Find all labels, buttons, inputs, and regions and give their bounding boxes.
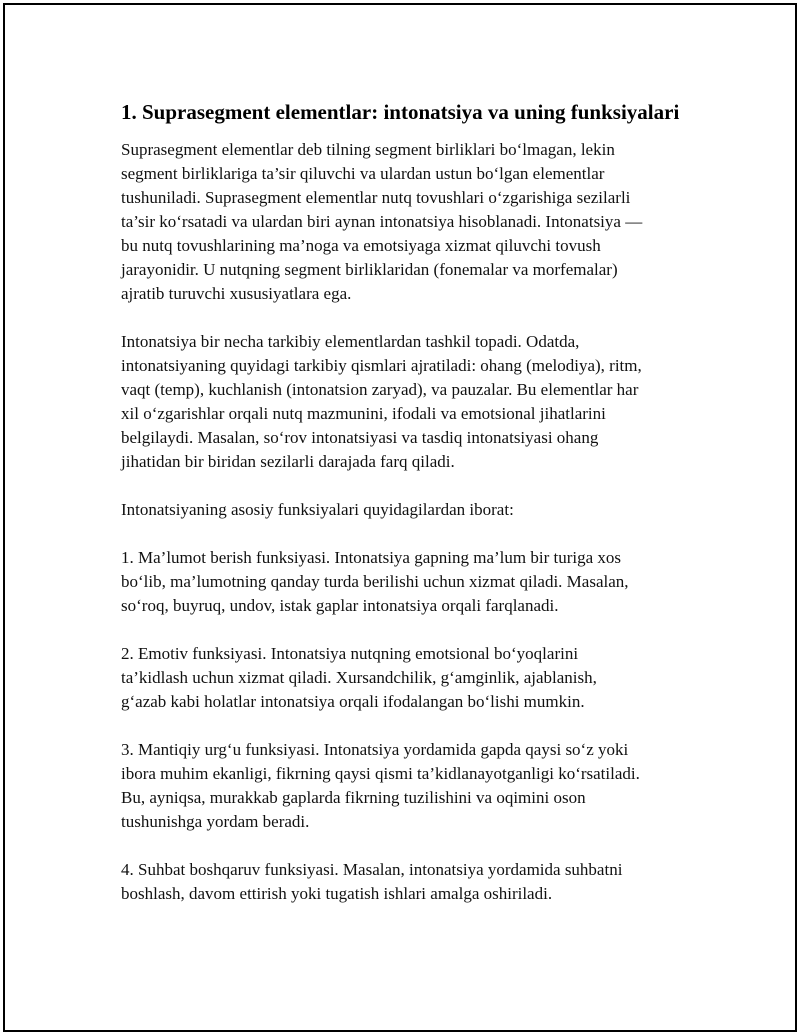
document-body (121, 98, 721, 930)
paragraph-function-3: 3. Mantiqiy urg‘u funksiyasi. Intonatsiya yordamida gapda qaysi so‘z yoki ibora muhim ekanligi, fikrning qaysi qismi ta’kidlanayotganligi ko‘rsatiladi. Bu, ayniqsa, murakkab gaplarda fikrning tuzilishini va oqimini oson tushunishga yordam beradi. (121, 740, 640, 831)
paragraph-function-4: 4. Suhbat boshqaruv funksiyasi. Masalan, intonatsiya yordamida suhbatni boshlash, davom ettirish yoki tugatish ishlari amalga oshiriladi. (121, 860, 623, 903)
paragraph-intro: Suprasegment elementlar deb tilning segment birliklari bo‘lmagan, lekin segment birliklariga ta’sir qiluvchi va ulardan ustun bo‘lgan elementlar tushuniladi. Suprasegment elementlar nutq tovushlari o‘zgarishiga sezilarli ta’sir ko‘rsatadi va ulardan biri aynan intonatsiya hisoblanadi. Intonatsiya — bu nutq tovushlarining ma’noga va emotsiyaga xizmat qiluvchi tovush jarayonidir. U nutqning segment birliklaridan (fonemalar va morfemalar) ajratib turuvchi xususiyatlara ega. (121, 140, 643, 303)
section-title: 1. Suprasegment elementlar: intonatsiya va uning funksiyalari (121, 100, 680, 124)
paragraph-function-1: 1. Ma’lumot berish funksiyasi. Intonatsiya gapning ma’lum bir turiga xos bo‘lib, ma’lumotning qanday turda berilishi uchun xizmat qiladi. Masalan, so‘roq, buyruq, undov, istak gaplar intonatsiya orqali farqlanadi. (121, 548, 629, 615)
paragraph-components: Intonatsiya bir necha tarkibiy elementlardan tashkil topadi. Odatda, intonatsiyaning quyidagi tarkibiy qismlari ajratiladi: ohang (melodiya), ritm, vaqt (temp), kuchlanish (intonatsion zaryad), va pauzalar. Bu elementlar har xil o‘zgarishlar orqali nutq mazmunini, ifodali va emotsional jihatlarini belgilaydi. Masalan, so‘rov intonatsiyasi va tasdiq intonatsiyasi ohang jihatidan bir biridan sezilarli darajada farq qiladi. (121, 332, 642, 471)
paragraph-functions-lead: Intonatsiyaning asosiy funksiyalari quyidagilardan iborat: (121, 500, 514, 519)
document-page (3, 3, 797, 1032)
paragraph-function-2: 2. Emotiv funksiyasi. Intonatsiya nutqning emotsional bo‘yoqlarini ta’kidlash uchun xizmat qiladi. Xursandchilik, g‘amginlik, ajablanish, g‘azab kabi holatlar intonatsiya orqali ifodalangan bo‘lishi mumkin. (121, 644, 597, 711)
